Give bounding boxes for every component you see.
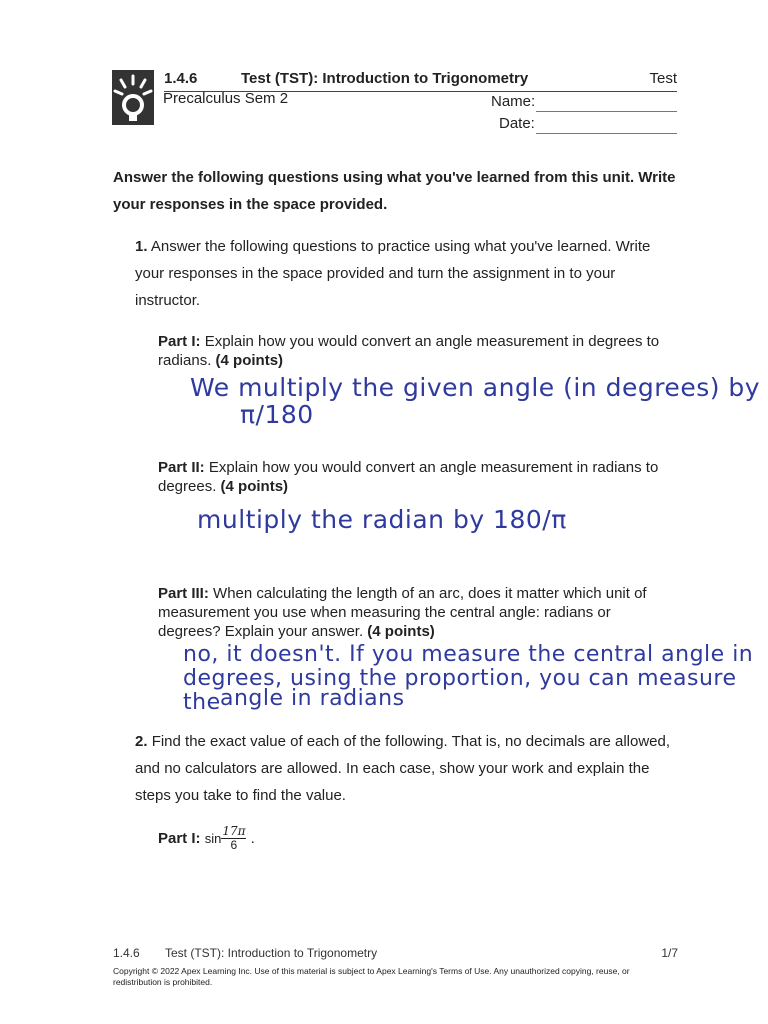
q1-part-1-answer-line-1: We multiply the given angle (in degrees) by — [190, 373, 761, 402]
instructions: Answer the following questions using what you've learned from this unit. Write your responses in the space provided. — [113, 169, 676, 213]
footer-page-number: 1/7 — [661, 946, 678, 960]
q1-part-1-text: Explain how you would convert an angle measurement in degrees to radians. — [158, 333, 660, 369]
q1-part-3-text: When calculating the length of an arc, does it matter which unit of measurement you use when measuring the central angle: radians or degrees? Explain your answer. — [158, 585, 647, 640]
question-2-number: 2. — [135, 733, 148, 750]
q1-part-2 — [158, 458, 668, 496]
question-1-number: 1. — [135, 238, 148, 255]
q2-part-1-fraction — [221, 825, 246, 852]
q2-part-1-label: Part I: — [158, 830, 201, 847]
question-2-text: Find the exact value of each of the following. That is, no decimals are allowed, and no calculators are allowed. In each case, show your work and explain the steps you take to find the value. — [135, 733, 671, 804]
q2-part-1-denominator: 6 — [230, 838, 238, 852]
header-unit-code: 1.4.6 — [164, 70, 198, 87]
question-2 — [135, 728, 680, 809]
apex-lightbulb-logo-icon — [112, 70, 154, 125]
q1-part-3-answer-line-3: angle in radians — [220, 686, 405, 711]
q1-part-1-points: (4 points) — [215, 352, 284, 369]
q1-part-3-points: (4 points) — [367, 623, 435, 640]
q1-part-1 — [158, 332, 668, 370]
name-label: Name: — [491, 93, 536, 110]
name-field[interactable] — [536, 111, 677, 112]
question-1 — [135, 233, 665, 314]
q2-part-1-function: sin — [204, 831, 222, 846]
q1-part-3-label: Part III: — [158, 585, 209, 602]
q1-part-2-points: (4 points) — [220, 478, 289, 495]
header-assessment-type: Test — [649, 70, 677, 87]
footer-copyright: Copyright © 2022 Apex Learning Inc. Use of this material is subject to Apex Learning's Terms of Use. Any unauthorized copying, reuse, or redistribution is prohibited. — [113, 966, 630, 987]
q1-part-2-answer-line-1: multiply the radian by 180/π — [197, 505, 567, 534]
q1-part-2-label: Part II: — [158, 459, 205, 476]
q1-part-3-answer-line-2: degrees, using the proportion, you can measure the — [183, 666, 737, 715]
q1-part-3 — [158, 584, 673, 641]
header-course-name: Precalculus Sem 2 — [163, 90, 289, 107]
q1-part-2-text: Explain how you would convert an angle measurement in radians to degrees. — [158, 459, 659, 495]
footer-title: Test (TST): Introduction to Trigonometry — [165, 946, 378, 960]
q1-part-1-answer-line-2: π/180 — [240, 400, 314, 429]
q2-part-1-period: . — [250, 830, 255, 847]
question-1-text: Answer the following questions to practice using what you've learned. Write your responses in the space provided and turn the assignment in to your instructor. — [135, 238, 651, 309]
footer-unit-code: 1.4.6 — [113, 946, 140, 960]
q1-part-3-answer-line-1: no, it doesn't. If you measure the central angle in — [183, 642, 754, 667]
date-label: Date: — [499, 115, 535, 132]
date-field[interactable] — [536, 133, 677, 134]
q2-part-1-numerator: 17π — [222, 824, 246, 838]
header-title: Test (TST): Introduction to Trigonometry — [241, 70, 529, 87]
q2-part-1 — [158, 825, 255, 852]
q1-part-1-label: Part I: — [158, 333, 201, 350]
